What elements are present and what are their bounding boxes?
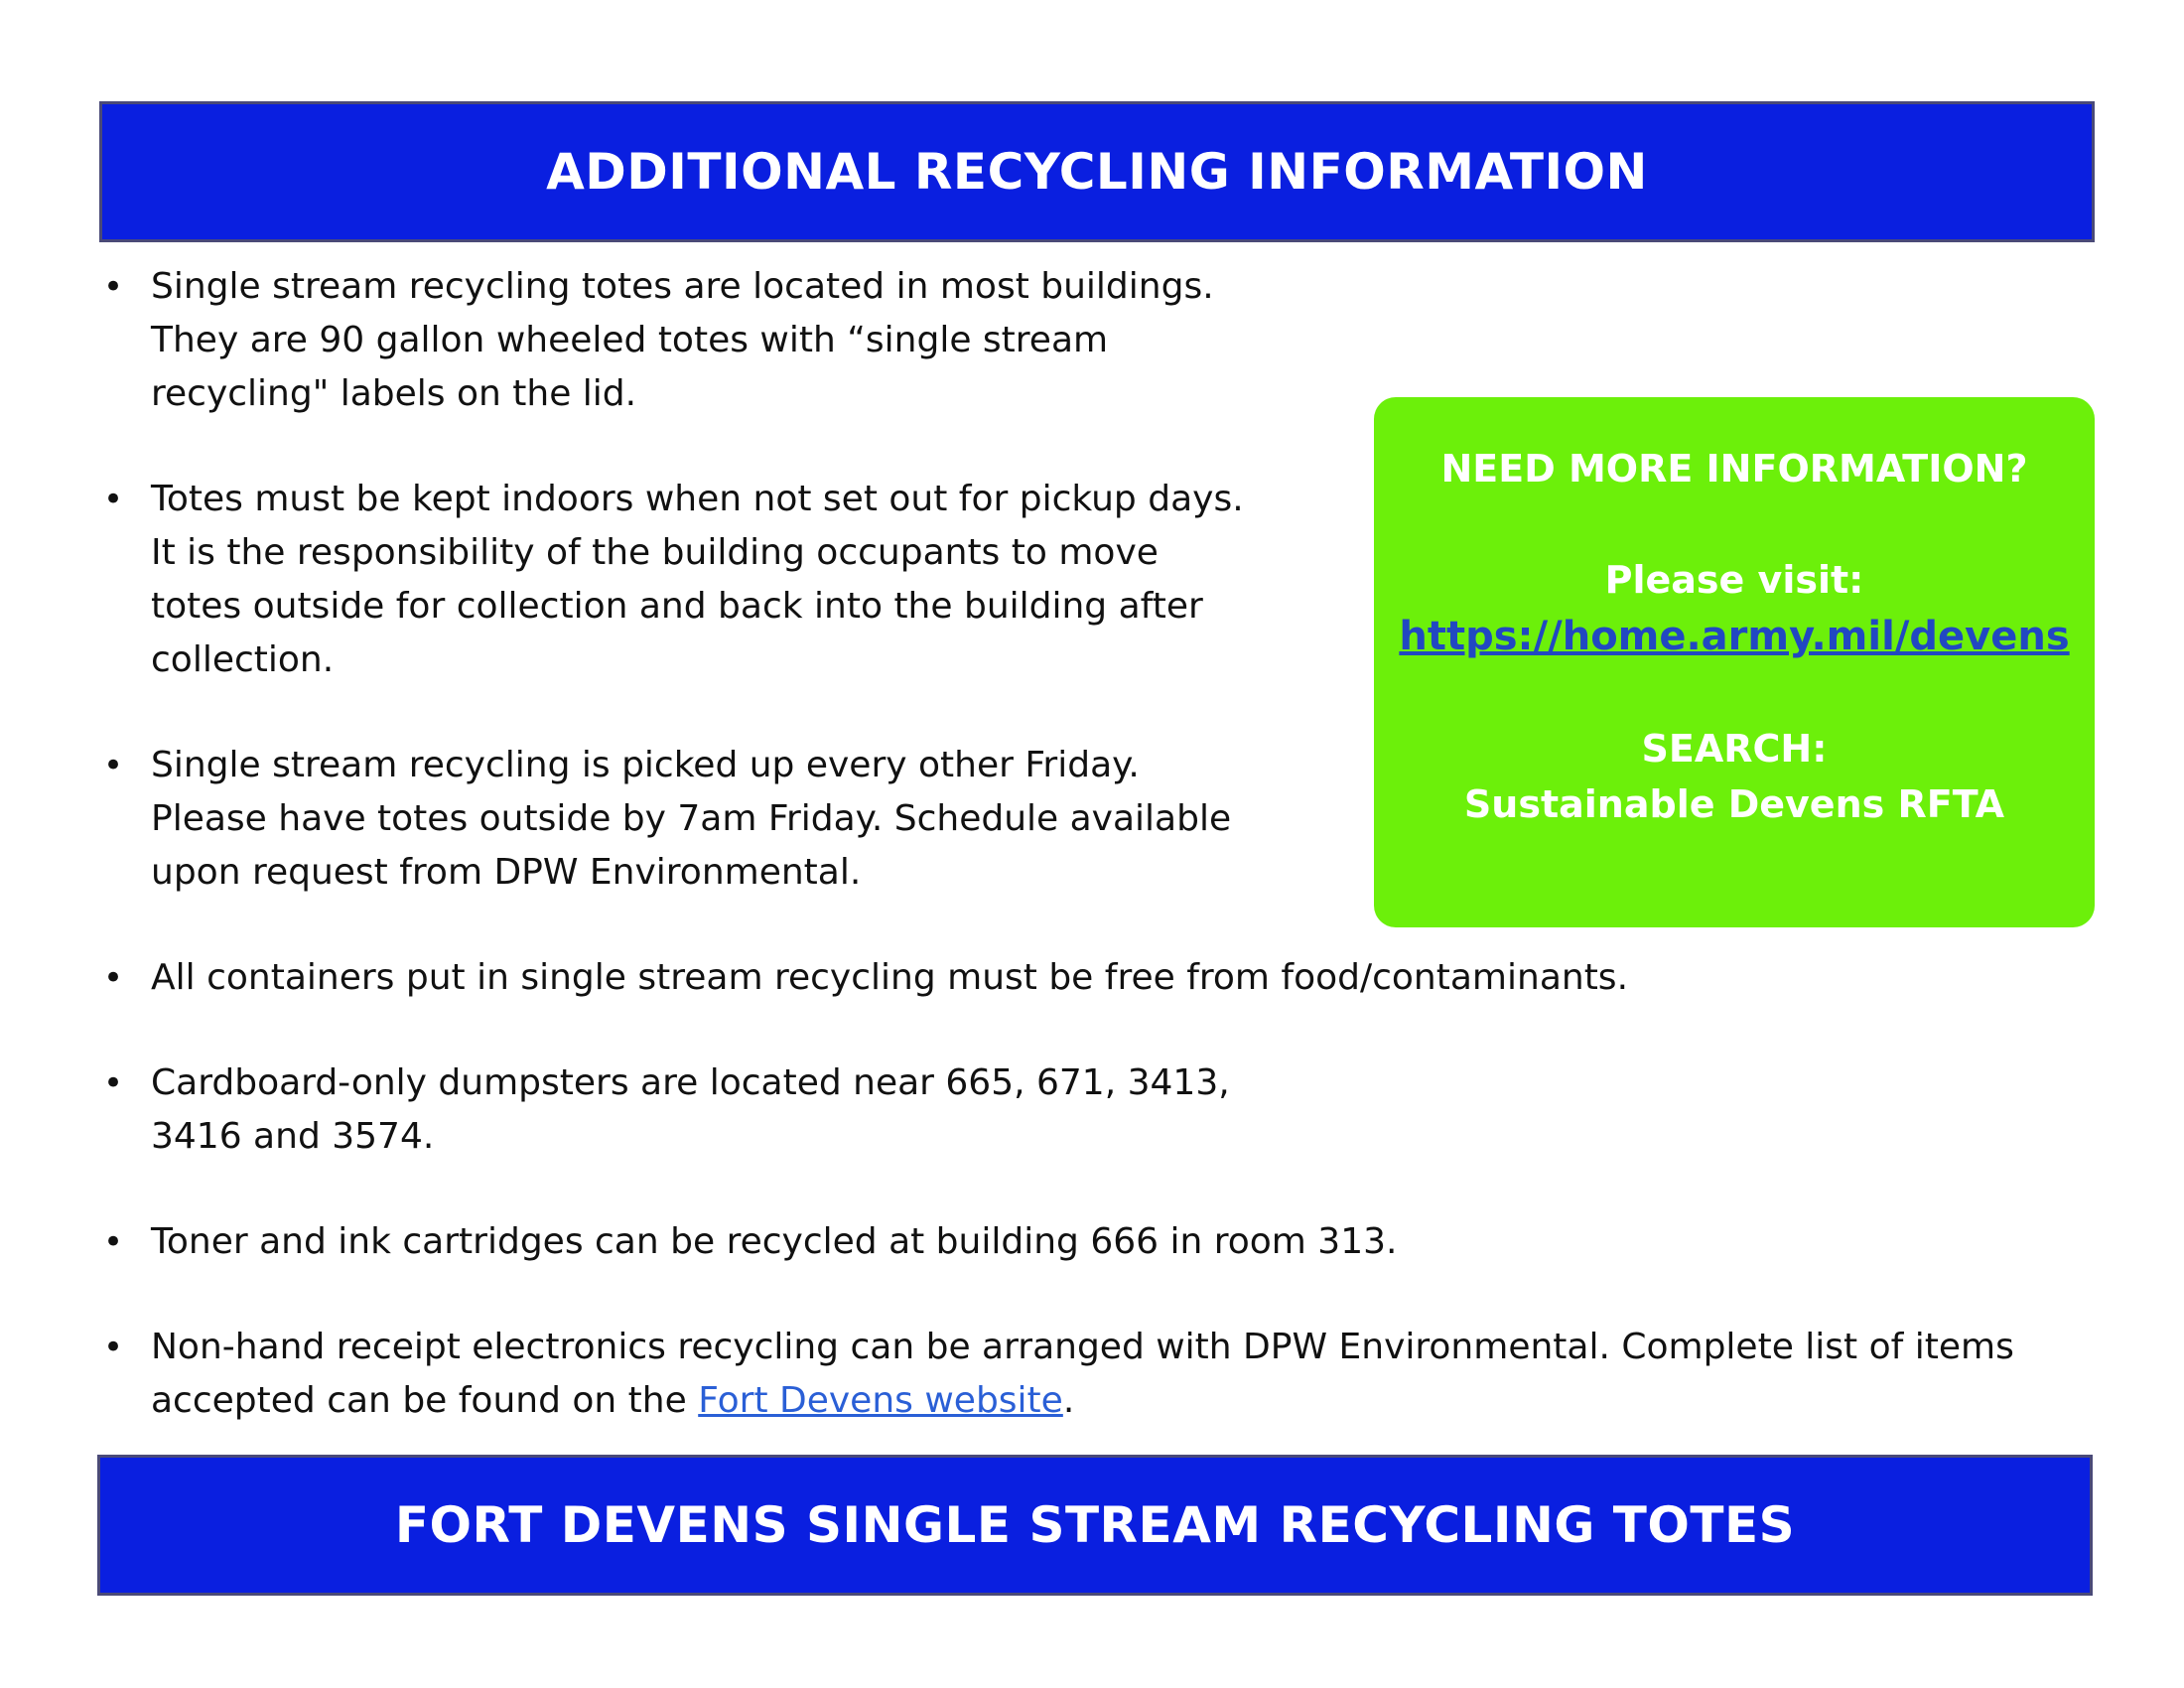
list-item-text-before: Non-hand receipt electronics recycling can be arranged with DPW Environmental. Complete list of items accepted can be found on the [151, 1327, 2014, 1421]
bullet-icon: • [103, 267, 124, 307]
bullet-icon: • [103, 1063, 124, 1103]
list-item-text: Single stream recycling is picked up every other Friday. Please have totes outside by 7am Friday. Schedule available upon request from DPW Environmental. [151, 745, 1232, 893]
bullet-icon: • [103, 1328, 124, 1367]
visit-label: Please visit: [1604, 558, 1864, 602]
list-item-text: Totes must be kept indoors when not set out for pickup days. It is the responsibility of the building occupants to move totes outside for collection and back into the building after collection. [151, 479, 1244, 680]
footer-banner [97, 1455, 2093, 1596]
bullet-icon: • [103, 1222, 124, 1262]
list-item [99, 951, 2065, 1005]
footer-title: FORT DEVENS SINGLE STREAM RECYCLING TOTES [394, 1496, 1796, 1554]
header-banner [99, 101, 2095, 242]
list-item-text: Single stream recycling totes are located in most buildings. They are 90 gallon wheeled totes with “single stream recycling" labels on the lid. [151, 266, 1214, 414]
list-item [99, 1056, 2065, 1164]
list-item-text: All containers put in single stream recycling must be free from food/contaminants. [151, 957, 1629, 998]
devens-url-link[interactable]: https://home.army.mil/devens [1399, 614, 2070, 659]
search-term: Sustainable Devens RFTA [1463, 782, 2005, 826]
bullet-icon: • [103, 958, 124, 998]
search-label: SEARCH: [1641, 727, 1828, 771]
list-item [99, 1321, 2065, 1428]
list-item-text: Cardboard-only dumpsters are located near 665, 671, 3413, 3416 and 3574. [151, 1062, 1230, 1157]
list-item-text-after: . [1062, 1380, 1075, 1421]
more-info-heading: NEED MORE INFORMATION? [1440, 447, 2028, 491]
more-info-box [1374, 397, 2095, 927]
fort-devens-website-link[interactable]: Fort Devens website [698, 1380, 1063, 1421]
list-item-text: Toner and ink cartridges can be recycled at building 666 in room 313. [151, 1221, 1398, 1262]
bullet-icon: • [103, 746, 124, 785]
bullet-icon: • [103, 480, 124, 519]
list-item [99, 1215, 2065, 1269]
list-item-text [151, 1321, 2065, 1428]
header-title: ADDITIONAL RECYCLING INFORMATION [546, 143, 1648, 201]
